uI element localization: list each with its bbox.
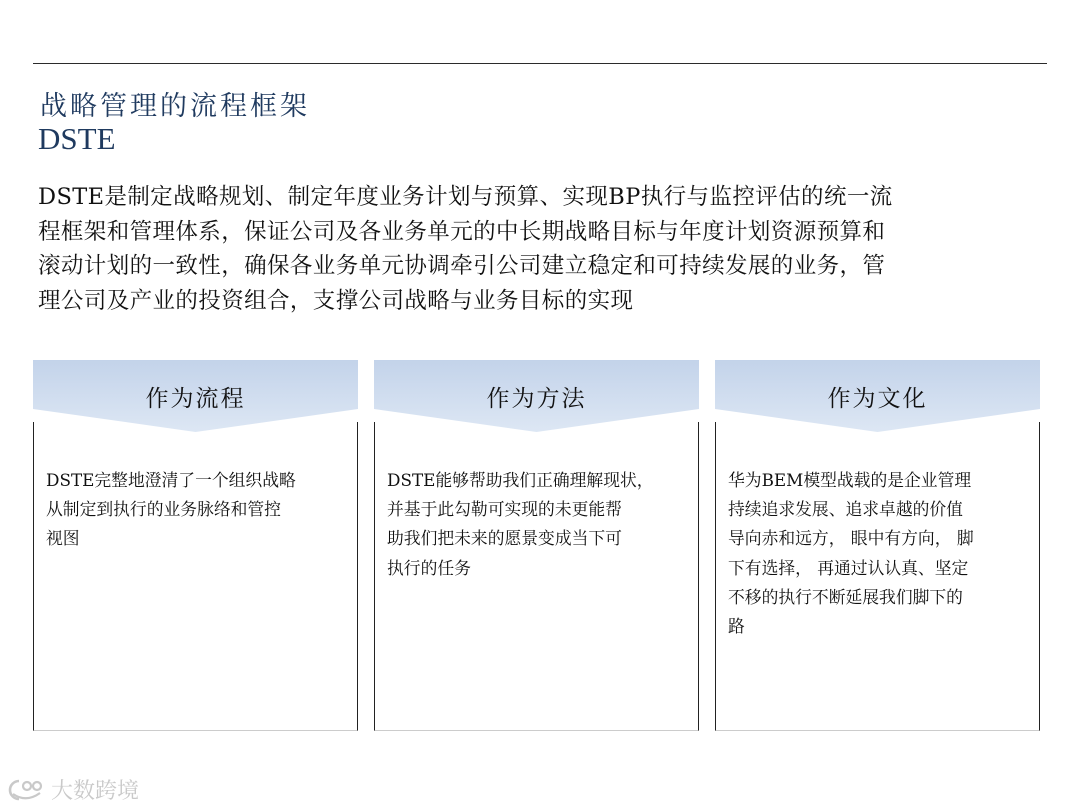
card-process xyxy=(33,360,358,732)
logo-icon xyxy=(6,777,46,803)
card-title: 作为文化 xyxy=(827,386,928,412)
card-text xyxy=(728,466,1030,641)
card-culture xyxy=(715,360,1040,732)
card-text xyxy=(46,466,348,554)
card-text-line: 不移的执行不断延展我们脚下的 xyxy=(728,586,963,607)
intro-paragraph xyxy=(38,180,1042,318)
card-method xyxy=(374,360,699,732)
intro-line: 程框架和管理体系，保证公司及各业务单元的中长期战略目标与年度计划资源预算和 xyxy=(38,218,886,245)
card-title: 作为流程 xyxy=(145,386,246,412)
watermark xyxy=(6,774,139,805)
card-text xyxy=(387,466,689,583)
card-text-line: 从制定到执行的业务脉络和管控 xyxy=(46,499,281,520)
intro-line: 滚动计划的一致性，确保各业务单元协调牵引公司建立稳定和可持续发展的业务，管 xyxy=(38,253,886,279)
intro-line: 理公司及产业的投资组合，支撑公司战略与业务目标的实现 xyxy=(38,287,634,314)
card-text-line: DSTE完整地澄清了一个组织战略 xyxy=(46,470,296,490)
intro-line: DSTE是制定战略规划、制定年度业务计划与预算、实现BP执行与监控评估的统一流 xyxy=(38,184,893,210)
card-text-line: 并基于此勾勒可实现的未更能帮 xyxy=(387,499,622,520)
card-text-line: 导向赤和远方， 眼中有方向， 脚 xyxy=(728,528,974,549)
top-divider xyxy=(33,63,1047,64)
page-title: 战略管理的流程框架 xyxy=(40,91,310,122)
card-text-line: 执行的任务 xyxy=(387,557,471,578)
page-subtitle: DSTE xyxy=(38,121,116,156)
card-text-line: 持续追求发展、追求卓越的价值 xyxy=(728,499,963,520)
watermark-text: 大数跨境 xyxy=(51,779,140,804)
card-title: 作为方法 xyxy=(486,386,587,412)
card-text-line: 下有选择， 再通过认认真、坚定 xyxy=(728,557,969,578)
card-text-line: 助我们把未来的愿景变成当下可 xyxy=(387,528,622,549)
card-text-line: 视图 xyxy=(46,528,80,549)
card-text-line: DSTE能够帮助我们正确理解现状， xyxy=(387,470,654,490)
card-text-line: 路 xyxy=(728,616,745,637)
card-text-line: 华为BEM模型战载的是企业管理 xyxy=(728,470,972,490)
